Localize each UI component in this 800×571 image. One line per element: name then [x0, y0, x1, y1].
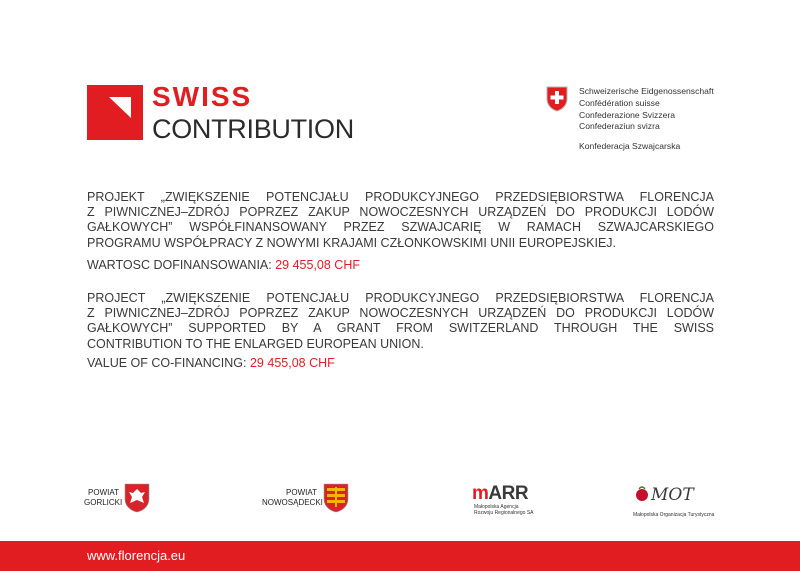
powiat-word: POWIAT	[286, 488, 317, 497]
mot-word: MOT	[651, 485, 694, 505]
swiss-contribution-logo-mark	[87, 85, 143, 140]
polish-value-line	[87, 258, 360, 272]
mot-logo	[633, 483, 714, 518]
confederation-line: Confédération suisse	[579, 97, 660, 108]
powiat-word: POWIAT	[88, 488, 119, 497]
paragraph-line: CONTRIBUTION TO THE ENLARGED EUROPEAN UNION.	[87, 336, 424, 351]
powiat-name: NOWOSĄDECKI	[262, 498, 323, 507]
marr-logo	[472, 484, 533, 516]
gorlicki-coat-of-arms-icon	[124, 483, 150, 518]
paragraph-line: PROJEKT „ZWIĘKSZENIE POTENCJAŁU PRODUKCYJNEGO PRZEDSIĘBIORSTWA FLORENCJA	[87, 190, 714, 204]
confederation-names	[579, 86, 714, 133]
paragraph-line: Z PIWNICZNEJ–ZDRÓJ POPRZEZ ZAKUP NOWOCZESNYCH URZĄDZEŃ DO PRODUKCJI LODÓW	[87, 306, 714, 321]
value-label: VALUE OF CO-FINANCING:	[87, 356, 250, 370]
confederation-line: Confederaziun svizra	[579, 121, 660, 132]
paragraph-line: GAŁKOWYCH” SUPPORTED BY A GRANT FROM SWITZERLAND THROUGH THE SWISS	[87, 321, 714, 336]
nowosadecki-coat-of-arms-icon	[323, 483, 349, 518]
footer-website-link[interactable]: www.florencja.eu	[87, 548, 186, 563]
confederation-line: Confederazione Svizzera	[579, 109, 676, 120]
marr-subtitle-2: Rozwoju Regionalnego SA	[474, 510, 534, 516]
paragraph-line: PROJECT „ZWIĘKSZENIE POTENCJAŁU PRODUKCYJNEGO PRZEDSIĘBIORSTWA FLORENCJA	[87, 291, 714, 305]
logo-swiss-text: SWISS	[152, 81, 253, 112]
swiss-cross-shield-icon	[546, 86, 568, 112]
logo-contribution-text: CONTRIBUTION	[152, 114, 354, 144]
paragraph-line: GAŁKOWYCH” WSPÓŁFINANSOWANY PRZEZ SZWAJCARIĘ W RAMACH SZWAJCARSKIEGO	[87, 220, 714, 235]
english-value-line	[87, 356, 335, 370]
powiat-gorlicki-label	[84, 488, 123, 508]
english-project-paragraph	[87, 291, 714, 352]
powiat-nowosadecki-label	[262, 488, 323, 508]
powiat-name: GORLICKI	[84, 498, 123, 507]
marr-subtitle-1: Małopolska Agencja	[474, 504, 519, 510]
marr-wordmark: mARR	[472, 483, 529, 504]
value-label: WARTOSC DOFINANSOWANIA:	[87, 258, 276, 272]
logo-corner-icon	[87, 85, 143, 140]
confederation-polish: Konfederacja Szwajcarska	[579, 141, 681, 151]
polish-project-paragraph	[87, 190, 714, 251]
mot-wordmark-icon	[633, 483, 713, 505]
confederation-line: Schweizerische Eidgenossenschaft	[579, 86, 714, 96]
value-amount: 29 455,08 CHF	[275, 258, 360, 272]
paragraph-line: PROGRAMU WSPÓŁPRACY Z NOWYMI KRAJAMI CZŁONKOWSKIMI UNII EUROPEJSKIEJ.	[87, 235, 616, 250]
value-amount: 29 455,08 CHF	[249, 356, 335, 370]
mot-subtitle: Małopolska Organizacja Turystyczna	[633, 512, 715, 518]
paragraph-line: Z PIWNICZNEJ–ZDRÓJ POPRZEZ ZAKUP NOWOCZESNYCH URZĄDZEŃ DO PRODUKCJI LODÓW	[87, 205, 714, 220]
